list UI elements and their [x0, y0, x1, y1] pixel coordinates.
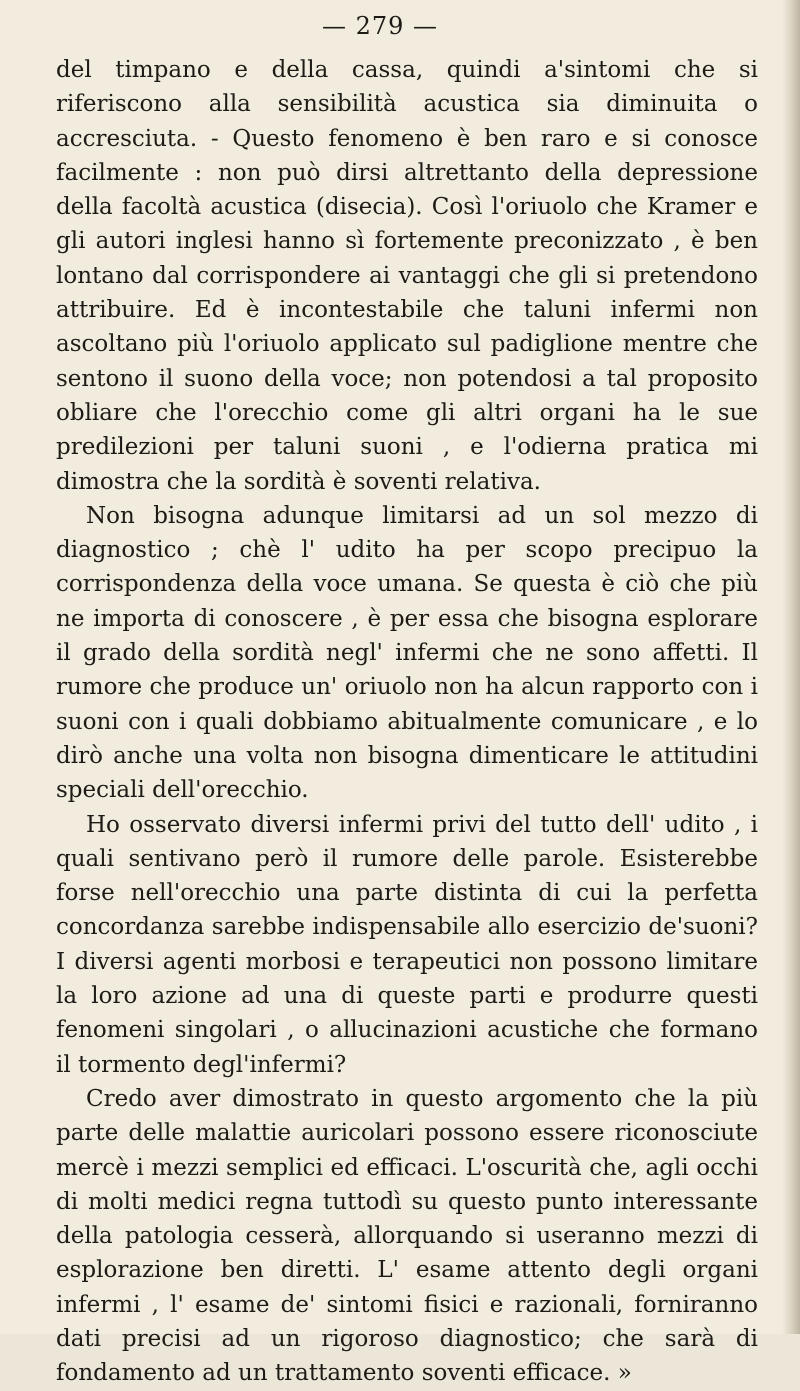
paragraph-3: Ho osservato diversi infermi privi del tutto dell' udito , i quali sentivano però il rumore delle parole. Esisterebbe forse nell'orecchio una parte distinta di cui la perfetta concordanza sarebbe indispensabile allo esercizio de'suoni? I diversi agenti morbosi e terapeutici non possono limitare la loro azione ad una di queste parti e produrre questi fenomeni singolari , o allucinazioni acustiche che formano il tormento degl'infermi? — [56, 811, 758, 1078]
page-number: — 279 — — [321, 12, 439, 40]
paragraph-1: del timpano e della cassa, quindi a'sintomi che si riferiscono alla sensibilità acustica sia diminuita o accresciuta. - Questo fenomeno è ben raro e si conosce facilmente : non può dirsi altrettanto della depressione della facoltà acustica (disecia). Così l'oriuolo che Kramer e gli autori inglesi hanno sì fortemente preconizzato , è ben lontano dal corrispondere ai vantaggi che gli si pretendono attribuire. Ed è incontestabile che taluni infermi non ascoltano più l'oriuolo applicato sul padiglione mentre che sentono il suono della voce; non potendosi a tal proposito obliare che l'orecchio come gli altri organi ha le sue predilezioni per taluni suoni , e l'odierna pratica mi dimostra che la sordità è soventi relativa. — [56, 57, 758, 495]
page-body-text — [56, 53, 758, 1391]
paragraph-2: Non bisogna adunque limitarsi ad un sol mezzo di diagnostico ; chè l' udito ha per scopo precipuo la corrispondenza della voce umana. Se questa è ciò che più ne importa di conoscere , è per essa che bisogna esplorare il grado della sordità negl' infermi che ne sono affetti. Il rumore che produce un' oriuolo non ha alcun rapporto con i suoni con i quali dobbiamo abitualmente comunicare , e lo dirò anche una volta non bisogna dimenticare le attitudini speciali dell'orecchio. — [56, 502, 758, 804]
page-edge-shadow — [782, 0, 800, 1334]
paragraph-4: Credo aver dimostrato in questo argomento che la più parte delle malattie auricolari possono essere riconosciute mercè i mezzi semplici ed efficaci. L'oscurità che, agli occhi di molti medici regna tuttodì su questo punto interessante della patologia cesserà, allorquando si useranno mezzi di esplorazione ben diretti. L' esame attento degli organi infermi , l' esame de' sintomi fisici e razionali, forniranno dati precisi ad un rigoroso diagnostico; che sarà di fondamento ad un trattamento soventi efficace. » — [56, 1085, 758, 1387]
